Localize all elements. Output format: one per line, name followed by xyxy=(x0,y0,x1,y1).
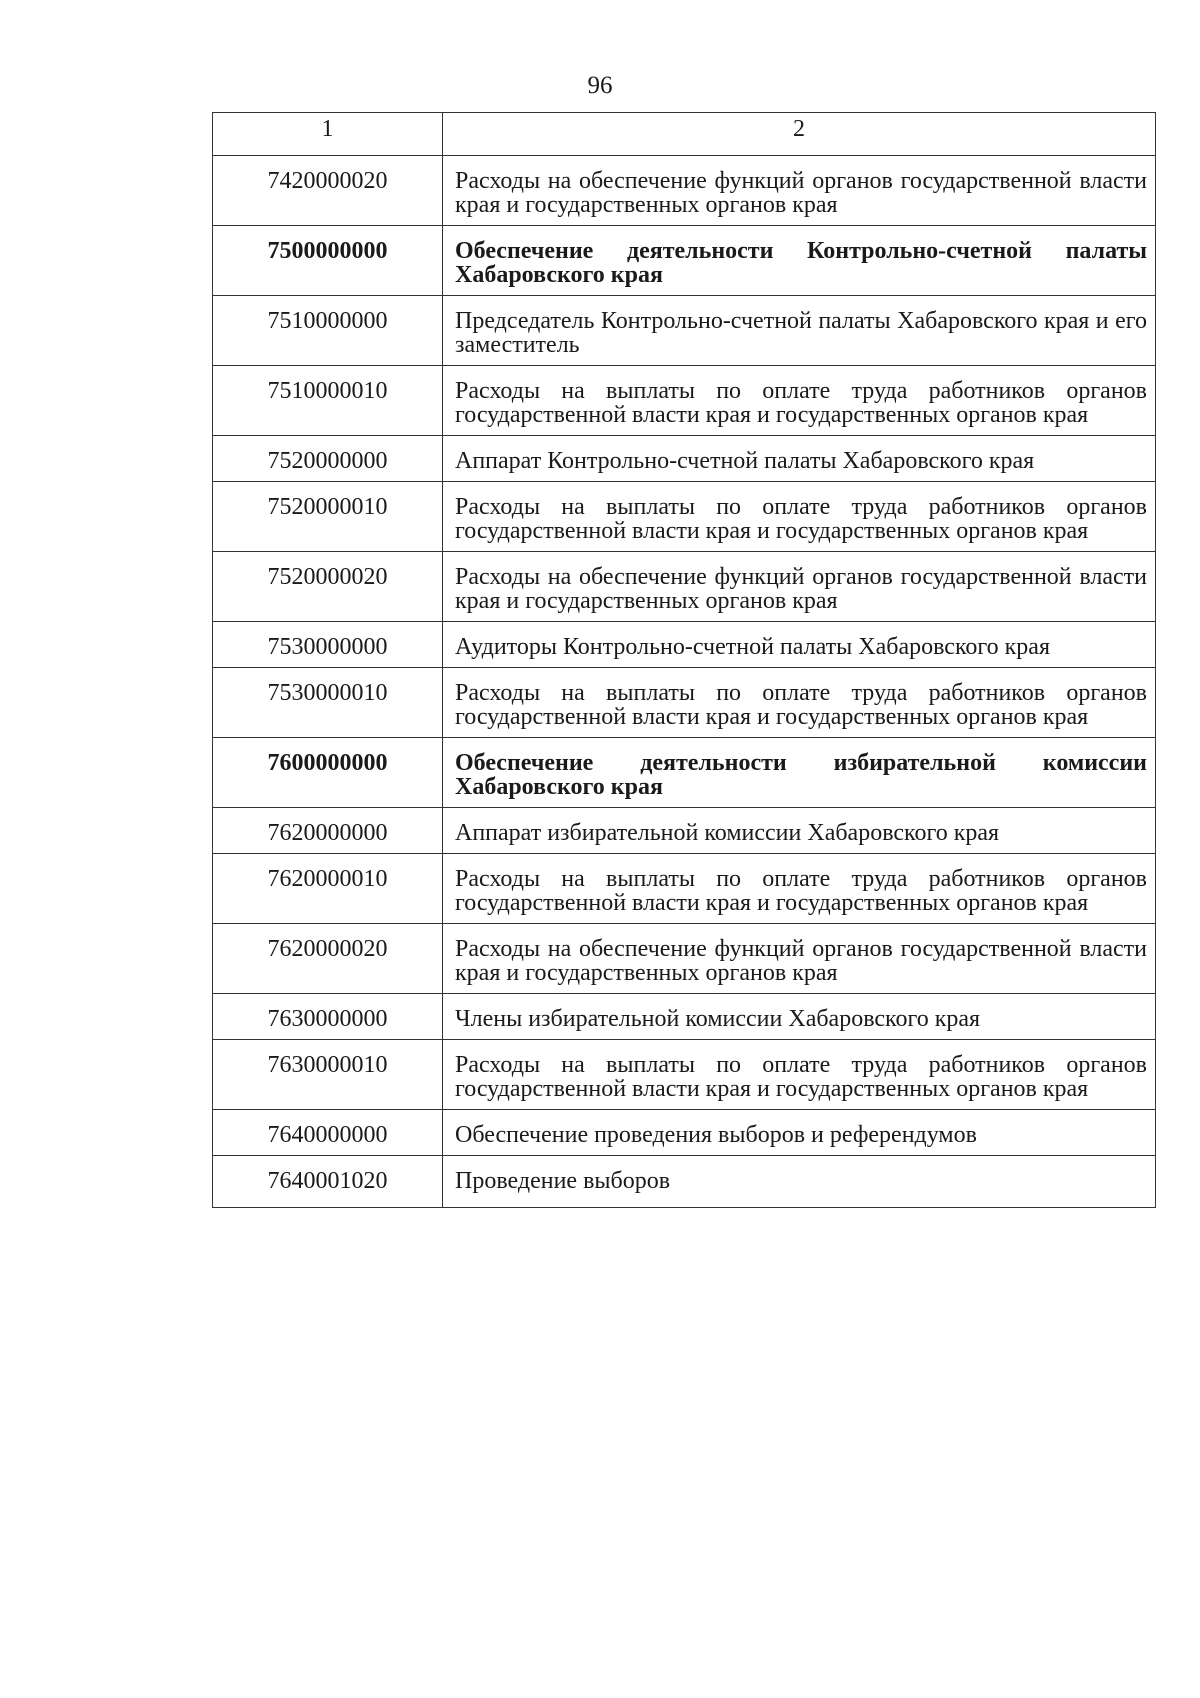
row-code: 7640001020 xyxy=(213,1156,443,1208)
table-row xyxy=(213,1110,1156,1156)
table-row xyxy=(213,924,1156,994)
table-row xyxy=(213,436,1156,482)
table-row xyxy=(213,808,1156,854)
row-description: Расходы на обеспечение функций органов государственной власти края и государственных органов края xyxy=(443,924,1156,994)
table-row xyxy=(213,1040,1156,1110)
row-code: 7530000000 xyxy=(213,622,443,668)
row-code: 7420000020 xyxy=(213,156,443,226)
column-header-code: 1 xyxy=(213,113,443,156)
row-description: Аппарат Контрольно-счетной палаты Хабаровского края xyxy=(443,436,1156,482)
row-code: 7640000000 xyxy=(213,1110,443,1156)
row-code: 7520000010 xyxy=(213,482,443,552)
row-code: 7520000020 xyxy=(213,552,443,622)
row-code: 7510000010 xyxy=(213,366,443,436)
row-description: Расходы на выплаты по оплате труда работников органов государственной власти края и государственных органов края xyxy=(443,1040,1156,1110)
row-description: Расходы на выплаты по оплате труда работников органов государственной власти края и государственных органов края xyxy=(443,366,1156,436)
row-description: Аудиторы Контрольно-счетной палаты Хабаровского края xyxy=(443,622,1156,668)
table-row xyxy=(213,366,1156,436)
row-code: 7620000020 xyxy=(213,924,443,994)
table-row xyxy=(213,668,1156,738)
row-description: Аппарат избирательной комиссии Хабаровского края xyxy=(443,808,1156,854)
row-code: 7530000010 xyxy=(213,668,443,738)
row-description: Обеспечение деятельности Контрольно-счетной палаты Хабаровского края xyxy=(443,226,1156,296)
row-description: Обеспечение деятельности избирательной комиссии Хабаровского края xyxy=(443,738,1156,808)
table-row xyxy=(213,296,1156,366)
row-description: Обеспечение проведения выборов и референдумов xyxy=(443,1110,1156,1156)
row-description: Председатель Контрольно-счетной палаты Хабаровского края и его заместитель xyxy=(443,296,1156,366)
row-description: Члены избирательной комиссии Хабаровского края xyxy=(443,994,1156,1040)
table-header-row xyxy=(213,113,1156,156)
column-header-description: 2 xyxy=(443,113,1156,156)
table-row xyxy=(213,738,1156,808)
table-row xyxy=(213,994,1156,1040)
row-description: Проведение выборов xyxy=(443,1156,1156,1208)
row-code: 7500000000 xyxy=(213,226,443,296)
row-code: 7620000000 xyxy=(213,808,443,854)
row-description: Расходы на выплаты по оплате труда работников органов государственной власти края и государственных органов края xyxy=(443,854,1156,924)
table-row xyxy=(213,156,1156,226)
table-row xyxy=(213,622,1156,668)
table-row xyxy=(213,1156,1156,1208)
row-description: Расходы на обеспечение функций органов государственной власти края и государственных органов края xyxy=(443,156,1156,226)
row-code: 7630000000 xyxy=(213,994,443,1040)
table-row xyxy=(213,854,1156,924)
table-row xyxy=(213,226,1156,296)
row-code: 7630000010 xyxy=(213,1040,443,1110)
row-code: 7520000000 xyxy=(213,436,443,482)
row-code: 7620000010 xyxy=(213,854,443,924)
table-row xyxy=(213,552,1156,622)
row-description: Расходы на выплаты по оплате труда работников органов государственной власти края и государственных органов края xyxy=(443,668,1156,738)
row-code: 7600000000 xyxy=(213,738,443,808)
row-description: Расходы на выплаты по оплате труда работников органов государственной власти края и государственных органов края xyxy=(443,482,1156,552)
page-number: 96 xyxy=(587,72,613,99)
row-code: 7510000000 xyxy=(213,296,443,366)
row-description: Расходы на обеспечение функций органов государственной власти края и государственных органов края xyxy=(443,552,1156,622)
table-row xyxy=(213,482,1156,552)
budget-classification-table xyxy=(212,112,1156,1208)
